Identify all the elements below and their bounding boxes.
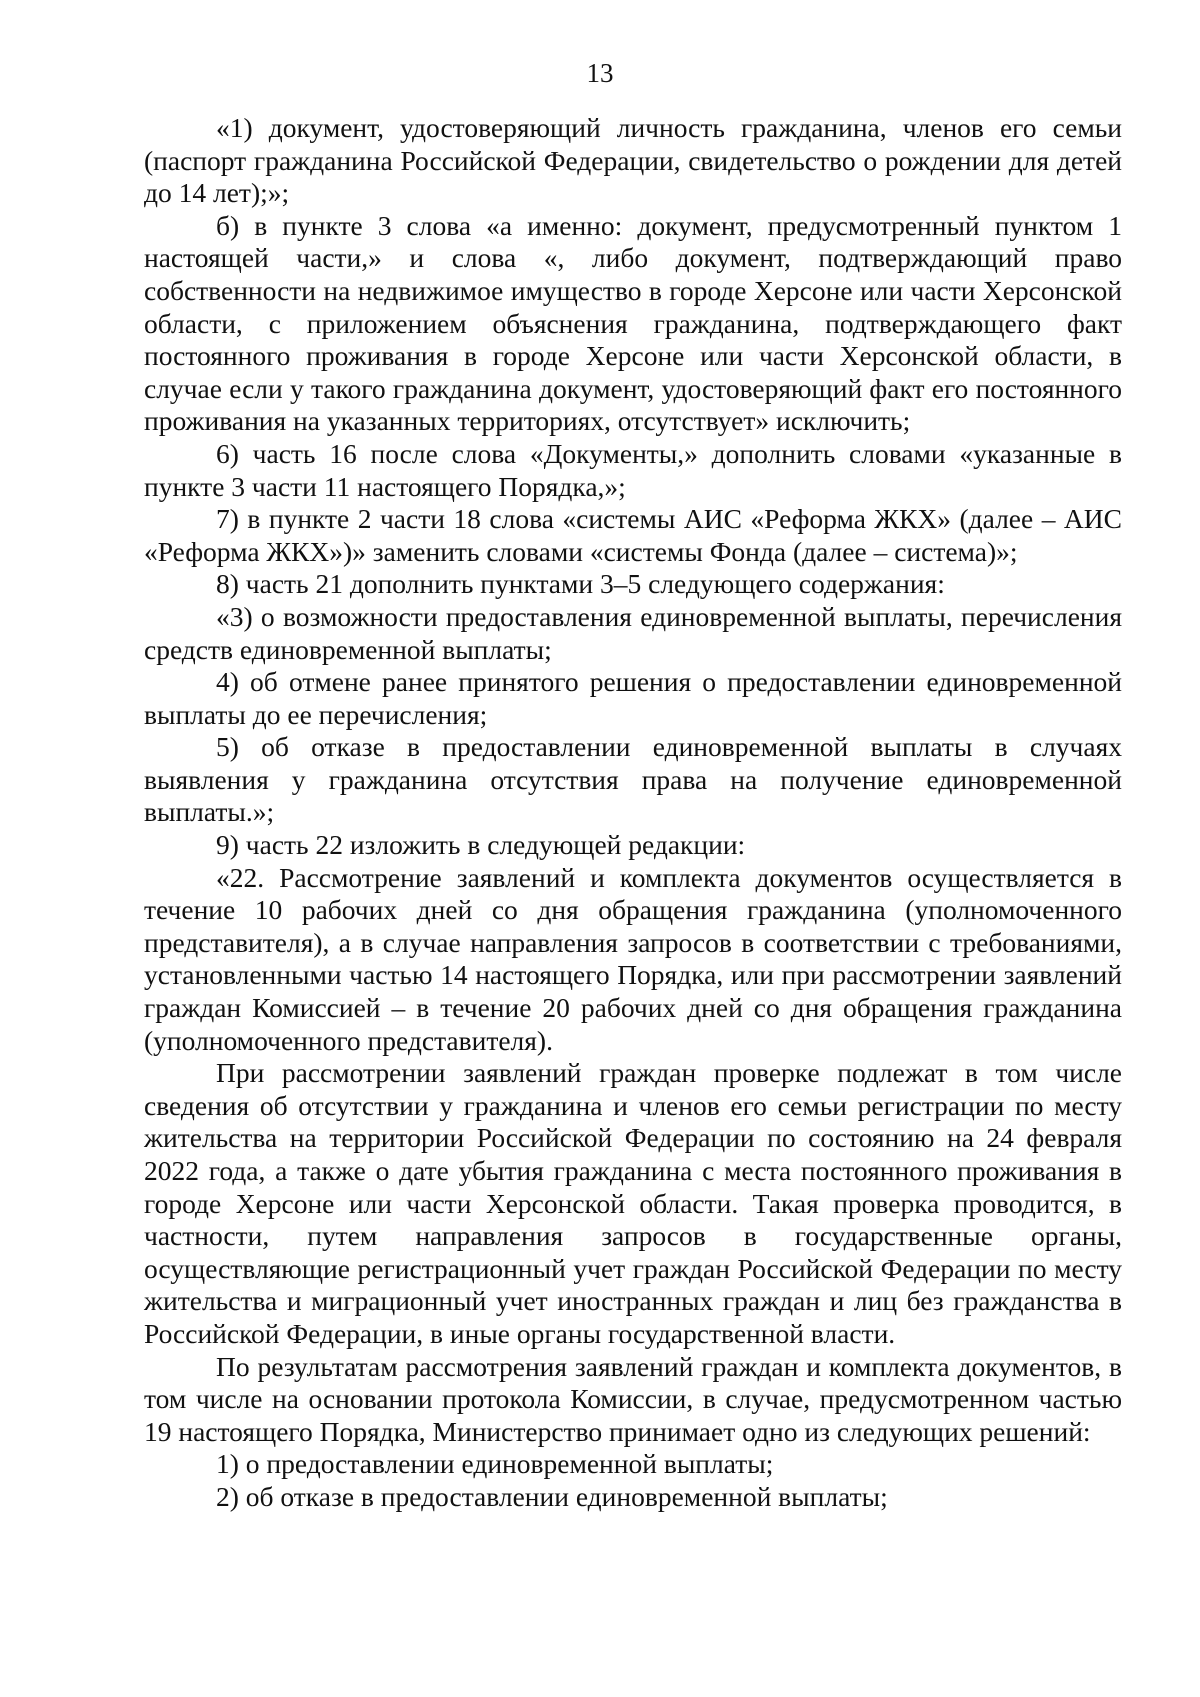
document-body [144, 112, 1122, 1514]
page-number: 13 [586, 58, 614, 88]
paragraph-14: 2) об отказе в предоставлении единовременной выплаты; [216, 1480, 888, 1512]
paragraph-4: 7) в пункте 2 части 18 слова «системы АИС «Реформа ЖКХ» (далее – АИС «Реформа ЖКХ»)» заменить словами «системы Фонда (далее – система)»; [144, 503, 1122, 567]
paragraph-13: 1) о предоставлении единовременной выплаты; [216, 1448, 774, 1480]
paragraph-11: При рассмотрении заявлений граждан проверке подлежат в том числе сведения об отсутствии у гражданина и членов его семьи регистрации по месту жительства на территории Российской Федерации по состоянию на 24 февраля 2022 года, а также о дате убытия гражданина с места постоянного проживания в городе Херсоне или части Херсонской области. Такая проверка проводится, в частности, путем направления запросов в государственные органы, осуществляющие регистрационный учет граждан Российской Федерации по месту жительства и миграционный учет иностранных граждан и лиц без гражданства в Российской Федерации, в иные органы государственной власти. [144, 1057, 1122, 1349]
paragraph-12: По результатам рассмотрения заявлений граждан и комплекта документов, в том числе на основании протокола Комиссии, в случае, предусмотренном частью 19 настоящего Порядка, Министерство принимает одно из следующих решений: [144, 1350, 1122, 1447]
paragraph-9: 9) часть 22 изложить в следующей редакции: [216, 829, 746, 861]
paragraph-3: 6) часть 16 после слова «Документы,» дополнить словами «указанные в пункте 3 части 11 настоящего Порядка,»; [144, 437, 1122, 502]
paragraph-1: «1) документ, удостоверяющий личность гражданина, членов его семьи (паспорт гражданина Российской Федерации, свидетельство о рождении для детей до 14 лет);»; [144, 112, 1122, 209]
paragraph-7: 4) об отмене ранее принятого решения о предоставлении единовременной выплаты до ее перечисления; [144, 666, 1122, 730]
paragraph-6: «3) о возможности предоставления единовременной выплаты, перечисления средств единовременной выплаты; [144, 600, 1122, 665]
paragraph-10: «22. Рассмотрение заявлений и комплекта документов осуществляется в течение 10 рабочих дней со дня обращения гражданина (уполномоченного представителя), а в случае направления запросов в соответствии с требованиями, установленными частью 14 настоящего Порядка, или при рассмотрении заявлений граждан Комиссией – в течение 20 рабочих дней со дня обращения гражданина (уполномоченного представителя). [144, 861, 1122, 1056]
paragraph-8: 5) об отказе в предоставлении единовременной выплаты в случаях выявления у гражданина отсутствия права на получение единовременной выплаты.»; [144, 731, 1122, 828]
paragraph-2: б) в пункте 3 слова «а именно: документ, предусмотренный пунктом 1 настоящей части,» и слова «, либо документ, подтверждающий право собственности на недвижимое имущество в городе Херсоне или части Херсонской области, с приложением объяснения гражданина, подтверждающего факт постоянного проживания в городе Херсоне или части Херсонской области, в случае если у такого гражданина документ, удостоверяющий факт его постоянного проживания на указанных территориях, отсутствует» исключить; [144, 209, 1122, 437]
paragraph-5: 8) часть 21 дополнить пунктами 3–5 следующего содержания: [216, 568, 945, 600]
